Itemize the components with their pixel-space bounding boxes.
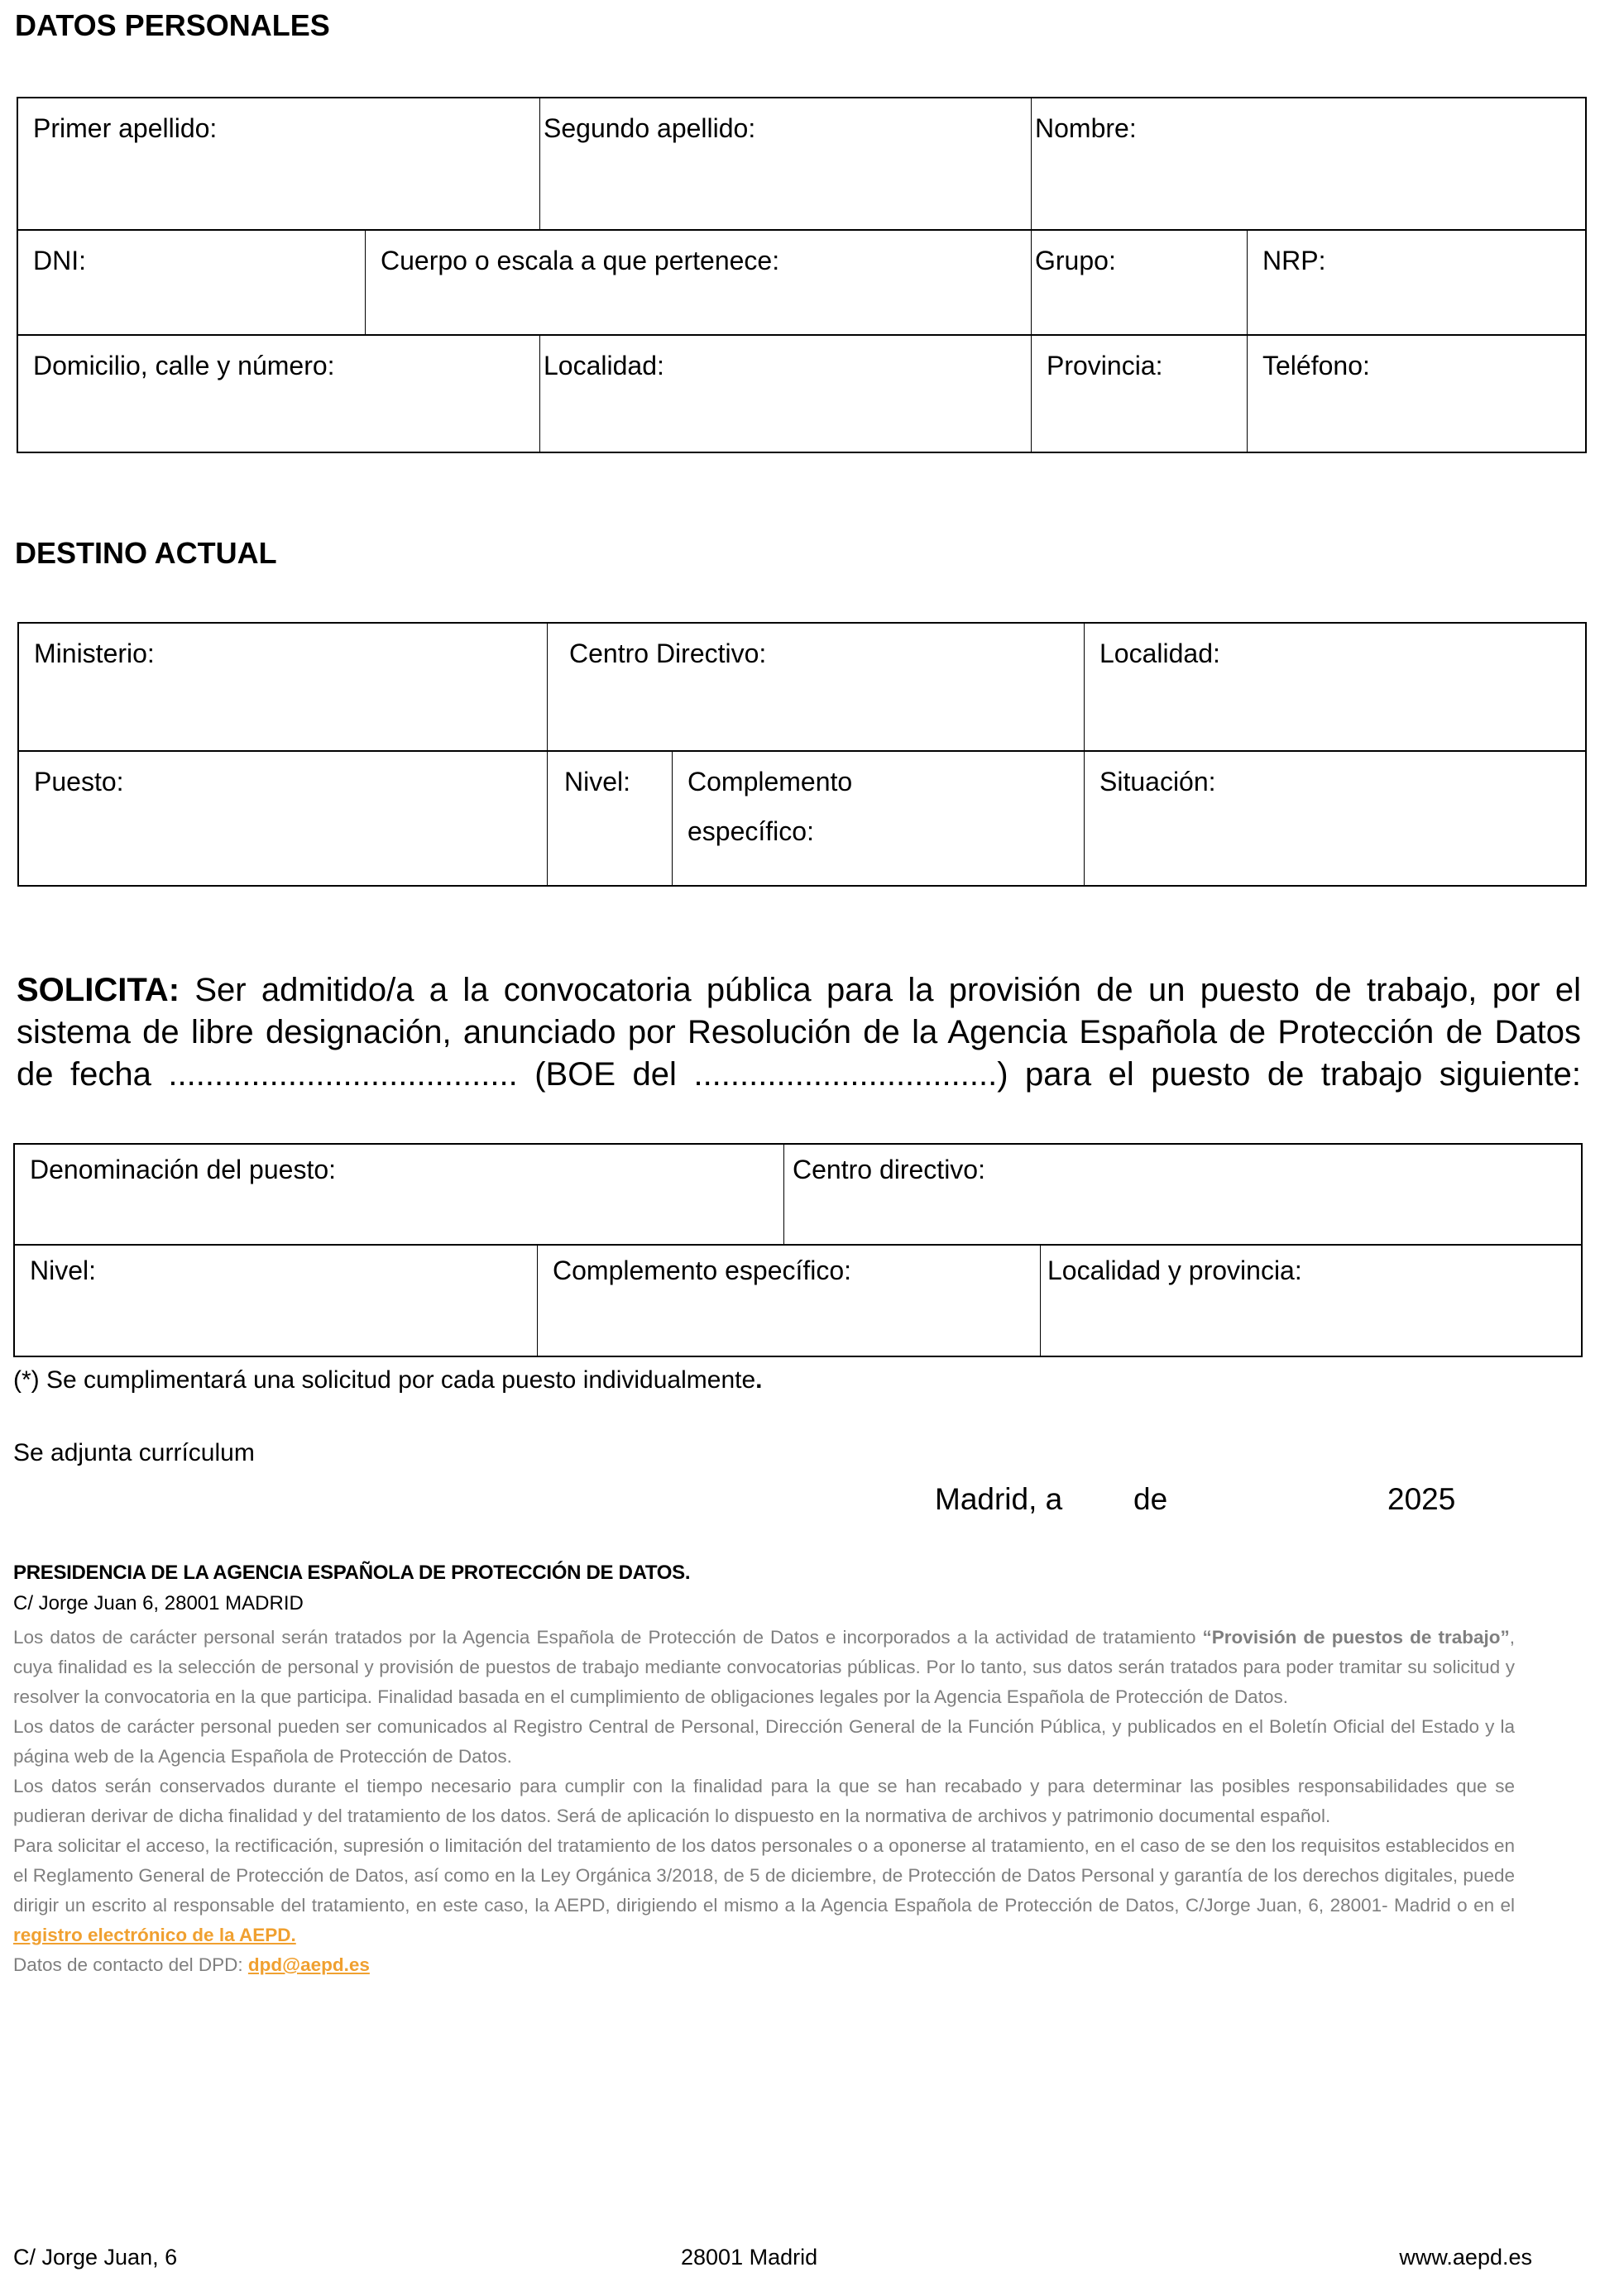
section-title-datos-personales: DATOS PERSONALES <box>15 8 330 42</box>
privacy-p5 <box>13 1950 1515 1980</box>
privacy-p1 <box>13 1623 1515 1712</box>
field-centro-directivo[interactable]: Centro Directivo: <box>548 624 1085 752</box>
privacy-p1-a: Los datos de carácter personal serán tratados por la Agencia Española de Protección de Datos e incorporados a la actividad de tratamiento <box>13 1627 1203 1648</box>
puesto-solicitado-table <box>13 1143 1583 1357</box>
attach-cv-text: Se adjunta currículum <box>13 1439 255 1466</box>
solicita-paragraph <box>17 969 1581 1096</box>
label-complemento: Complemento <box>687 767 853 796</box>
field-denominacion-puesto[interactable]: Denominación del puesto: <box>15 1145 784 1246</box>
footer-city: 28001 Madrid <box>681 2245 818 2270</box>
date-line <box>0 1482 1600 1519</box>
field-nivel-puesto[interactable]: Nivel: <box>15 1246 538 1357</box>
field-nivel[interactable]: Nivel: <box>548 752 673 887</box>
privacy-p5-text: Datos de contacto del DPD: <box>13 1954 248 1975</box>
field-localidad-destino[interactable]: Localidad: <box>1085 624 1587 752</box>
dpd-email-link[interactable]: dpd@aepd.es <box>247 1954 370 1975</box>
privacy-p2: Los datos de carácter personal pueden ser comunicados al Registro Central de Personal, Dirección General de la Función Pública, y publicados en el Boletín Oficial del Estado y la página web de la Agencia Española de Protección de Datos. <box>13 1716 1515 1767</box>
label-especifico: específico: <box>687 816 814 846</box>
footer-website[interactable]: www.aepd.es <box>1399 2245 1532 2270</box>
field-nrp[interactable]: NRP: <box>1248 231 1587 336</box>
footer-address: C/ Jorge Juan, 6 <box>13 2245 178 2270</box>
destino-table <box>17 622 1587 887</box>
privacy-p3: Los datos serán conservados durante el tiempo necesario para cumplir con la finalidad para la que se han recabado y para determinar las posibles responsabilidades que se pudieran derivar de dicha finalidad y del tratamiento de los datos. Será de aplicación lo dispuesto en la normativa de archivos y patrimonio documental español. <box>13 1776 1515 1826</box>
date-place: Madrid, a <box>935 1482 1063 1516</box>
privacy-p4 <box>13 1831 1515 1950</box>
field-localidad-provincia[interactable]: Localidad y provincia: <box>1047 1256 1302 1285</box>
solicita-label: SOLICITA: <box>17 972 180 1008</box>
registro-electronico-link[interactable]: registro electrónico de la AEPD. <box>13 1925 296 1945</box>
section-title-destino-actual: DESTINO ACTUAL <box>15 536 277 570</box>
field-domicilio[interactable]: Domicilio, calle y número: <box>18 336 540 453</box>
solicita-text: Ser admitido/a a la convocatoria pública para la provisión de un puesto de trabajo, por el sistema de libre designación, anunciado por Resolución de la Agencia Española de Protección de Datos <box>17 972 1581 1050</box>
field-nombre[interactable]: Nombre: <box>1032 98 1587 231</box>
note-one-per-post <box>13 1366 763 1394</box>
field-complemento-especifico[interactable] <box>673 752 1085 887</box>
field-primer-apellido[interactable]: Primer apellido: <box>18 98 540 231</box>
field-cuerpo-escala[interactable]: Cuerpo o escala a que pertenece: <box>366 231 1032 336</box>
solicita-text-last-line: de fecha ...................................... (BOE del .................................) para el puesto de trabajo siguiente: <box>17 1056 1581 1093</box>
field-provincia[interactable]: Provincia: <box>1032 336 1248 453</box>
note-dot: . <box>755 1366 763 1394</box>
privacy-p4-text: Para solicitar el acceso, la rectificación, supresión o limitación del tratamiento de los datos personales o a oponerse al tratamiento, en el caso de se den los requisitos establecidos en el Reglamento General de Protección de Datos, así como en la Ley Orgánica 3/2018, de 5 de diciembre, de Protección de Datos Personal y garantía de los derechos digitales, puede dirigir un escrito al responsable del tratamiento, en este caso, la AEPD, dirigiendo el mismo a la Agencia Española de Protección de Datos, C/Jorge Juan, 6, 28001- Madrid o en el <box>13 1835 1515 1916</box>
addressee-address: C/ Jorge Juan 6, 28001 MADRID <box>13 1592 304 1614</box>
addressee-title: PRESIDENCIA DE LA AGENCIA ESPAÑOLA DE PROTECCIÓN DE DATOS. <box>13 1562 691 1584</box>
field-segundo-apellido[interactable]: Segundo apellido: <box>540 98 1032 231</box>
privacy-notice <box>13 1623 1515 1980</box>
field-complemento-especifico-puesto[interactable]: Complemento específico: <box>538 1246 1041 1357</box>
field-centro-directivo-puesto[interactable]: Centro directivo: <box>784 1145 1583 1246</box>
privacy-p1-c: , cuya finalidad es la selección de personal y provisión de puestos de trabajo mediante convocatorias públicas. Por lo tanto, sus datos serán tratados para poder tramitar su solicitud y resolver la convocatoria en la que participa. Finalidad basada en el cumplimiento de obligaciones legales por la Agencia Española de Protección de Datos. <box>13 1627 1515 1707</box>
field-grupo[interactable]: Grupo: <box>1032 231 1248 336</box>
privacy-p1-bold: “Provisión de puestos de trabajo” <box>1202 1627 1510 1648</box>
field-puesto[interactable]: Puesto: <box>19 752 548 887</box>
field-ministerio[interactable]: Ministerio: <box>19 624 548 752</box>
date-year: 2025 <box>1387 1482 1456 1516</box>
field-situacion[interactable]: Situación: <box>1099 767 1216 796</box>
field-telefono[interactable]: Teléfono: <box>1262 351 1370 380</box>
personal-data-table <box>17 97 1587 453</box>
field-dni[interactable]: DNI: <box>18 231 366 336</box>
note-text: (*) Se cumplimentará una solicitud por cada puesto individualmente <box>13 1366 756 1394</box>
field-localidad[interactable]: Localidad: <box>540 336 1032 453</box>
date-de: de <box>1133 1482 1168 1516</box>
